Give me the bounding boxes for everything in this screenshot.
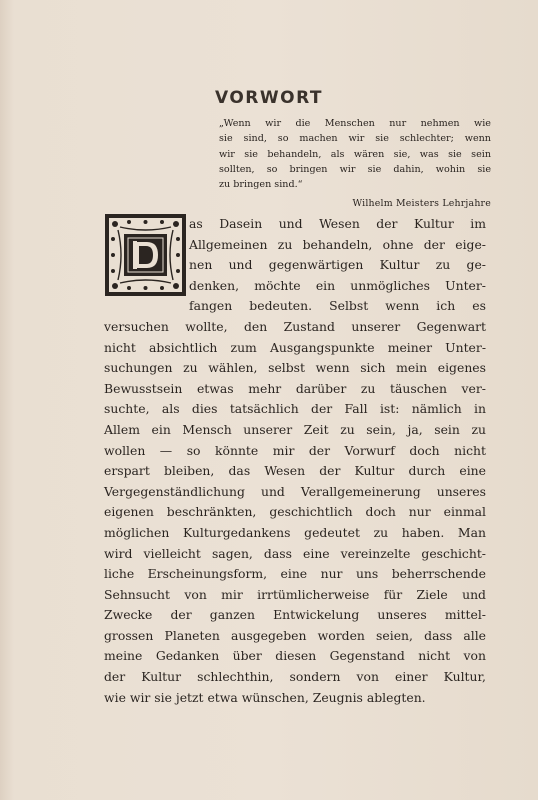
body-line: fangen bedeuten. Selbst wenn ich es — [189, 298, 486, 314]
body-line: suchte, als dies tatsächlich der Fall ist: nämlich in — [104, 401, 486, 417]
body-line: as Dasein und Wesen der Kultur im — [189, 216, 486, 231]
epigraph-line: „Wenn wir die Menschen nur nehmen wie — [219, 118, 491, 129]
epigraph-quote — [219, 116, 491, 212]
body-line: der Kultur schlechthin, sondern von einer Kultur, — [104, 669, 486, 685]
body-line: erspart bleiben, das Wesen der Kultur durch eine — [104, 463, 486, 479]
body-line: suchungen zu wählen, selbst wenn sich mein eigenes — [104, 360, 486, 376]
drop-cap-ornament-icon — [104, 213, 187, 297]
body-line: wie wir sie jetzt etwa wünschen, Zeugnis ablegten. — [104, 689, 426, 705]
body-line: Allem ein Mensch unserer Zeit zu sein, ja, sein zu — [104, 421, 486, 437]
body-line: Allgemeinen zu behandeln, ohne der eige- — [189, 236, 486, 252]
body-line: wollen — so könnte mir der Vorwurf doch nicht — [104, 442, 486, 458]
body-line: liche Erscheinungsform, eine nur uns beherrschende — [104, 566, 486, 582]
body-line: meine Gedanken über diesen Gegenstand nicht von — [104, 648, 486, 664]
body-line: wird vielleicht sagen, dass eine vereinzelte geschicht- — [104, 545, 486, 561]
body-line: nicht absichtlich zum Ausgangspunkte meiner Unter- — [104, 339, 486, 355]
body-line: Zwecke der ganzen Entwickelung unseres mittel- — [104, 607, 486, 623]
body-line: möglichen Kulturgedankens gedeutet zu haben. Man — [104, 524, 486, 540]
body-line: grossen Planeten ausgegeben worden seien, dass alle — [104, 627, 486, 643]
epigraph-line: sollten, so bringen wir sie dahin, wohin sie — [219, 163, 491, 175]
body-line: eigenen beschränkten, geschichtlich doch nur einmal — [104, 504, 486, 520]
epigraph-line: zu bringen sind.“ — [219, 179, 303, 191]
page-title: VORWORT — [214, 88, 324, 108]
epigraph-line: sie sind, so machen wir sie schlechter; wenn — [219, 133, 491, 145]
body-line: versuchen wollte, den Zustand unserer Gegenwart — [104, 318, 486, 334]
epigraph-line: wir sie behandeln, als wären sie, was sie sein — [219, 148, 491, 160]
ornamental-drop-cap — [104, 213, 187, 297]
body-line: Vergegenständlichung und Verallgemeinerung unseres — [104, 483, 486, 499]
body-line: Sehnsucht von mir irrtümlicherweise für Ziele und — [104, 586, 486, 602]
body-line: nen und gegenwärtigen Kultur zu ge- — [189, 257, 486, 273]
body-line: denken, möchte ein unmögliches Unter- — [189, 277, 486, 293]
body-line: Bewusstsein etwas mehr darüber zu täuschen ver- — [104, 380, 486, 396]
epigraph-source: Wilhelm Meisters Lehrjahre — [352, 198, 491, 210]
